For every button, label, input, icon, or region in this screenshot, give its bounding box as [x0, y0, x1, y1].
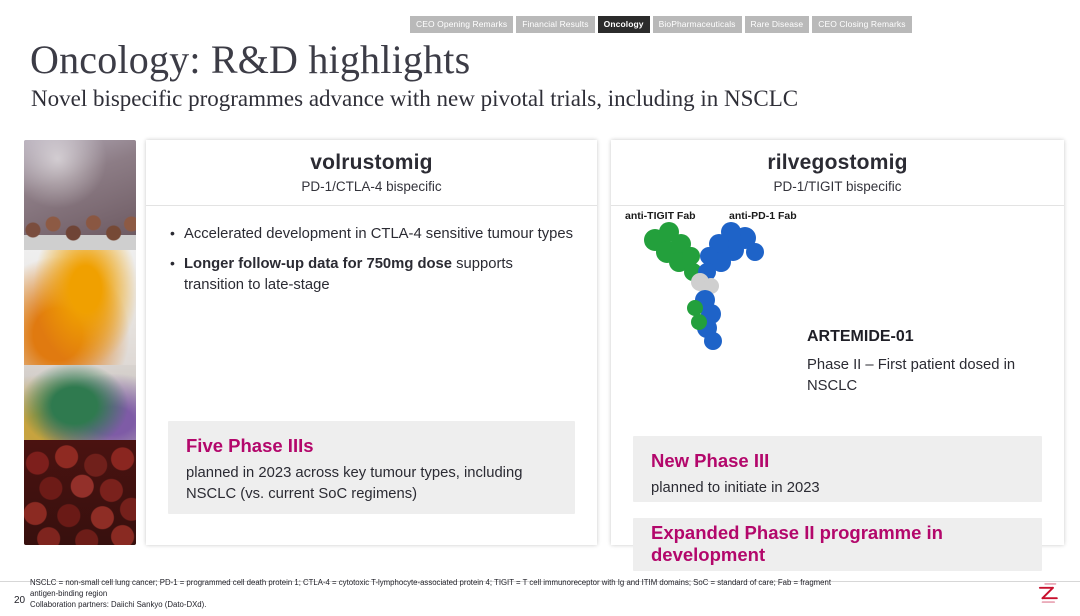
image-layer-middle	[24, 250, 136, 380]
nav-tab-biopharmaceuticals[interactable]: BioPharmaceuticals	[653, 16, 742, 33]
image-layer-bottom	[24, 440, 136, 545]
card-title-rilvegostomig: rilvegostomig	[767, 151, 908, 174]
panel-text: planned in 2023 across key tumour types, including NSCLC (vs. current SoC regimens)	[186, 465, 523, 502]
figure-label-anti-pd1: anti-PD-1 Fab	[729, 210, 797, 222]
card-header-right	[611, 140, 1064, 206]
section-nav-tabs	[410, 16, 912, 33]
panel-heading: New Phase III	[651, 450, 770, 471]
footnote-line: Collaboration partners: Daiichi Sankyo (Dato-DXd).	[30, 600, 207, 609]
company-logo-icon	[1036, 580, 1062, 606]
bullet-list-volrustomig	[168, 224, 575, 296]
study-info-artemide	[807, 328, 1042, 397]
panel-heading: Expanded Phase II programme in development	[651, 521, 943, 565]
card-body-left	[146, 206, 597, 546]
card-volrustomig	[146, 140, 597, 545]
nav-tab-ceo-closing-remarks[interactable]: CEO Closing Remarks	[812, 16, 911, 33]
highlight-panel-new-phase-iii	[633, 436, 1042, 502]
study-name: ARTEMIDE-01	[807, 328, 914, 345]
study-description: Phase II – First patient dosed in NSCLC	[807, 357, 1016, 394]
highlight-panel-five-phase-iiis	[168, 421, 575, 514]
nav-tab-oncology[interactable]: Oncology	[598, 16, 650, 33]
panel-heading: Five Phase IIIs	[186, 435, 314, 456]
page-subtitle: Novel bispecific programmes advance with new pivotal trials, including in NSCLC	[31, 86, 799, 111]
nav-tab-financial-results[interactable]: Financial Results	[516, 16, 594, 33]
card-rilvegostomig	[611, 140, 1064, 565]
list-item	[168, 254, 575, 296]
panel-text: planned to initiate in 2023	[651, 480, 820, 496]
antibody-molecule-icon	[621, 210, 821, 360]
bullet-text: Accelerated development in CTLA-4 sensitive tumour types	[184, 226, 574, 242]
bullet-text: supports transition to late-stage	[184, 256, 513, 293]
nav-tab-ceo-opening-remarks[interactable]: CEO Opening Remarks	[410, 16, 513, 33]
card-header-left	[146, 140, 597, 206]
page-title: Oncology: R&D highlights	[30, 37, 471, 82]
footnote-line: antigen-binding region	[30, 589, 108, 598]
page-number: 20	[14, 595, 26, 606]
card-subtitle-volrustomig: PD-1/CTLA-4 bispecific	[301, 179, 442, 194]
card-subtitle-rilvegostomig: PD-1/TIGIT bispecific	[773, 179, 902, 194]
bullet-text-bold: Longer follow-up data for 750mg dose	[184, 256, 453, 272]
footnote-line: NSCLC = non-small cell lung cancer; PD-1 = programmed cell death protein 1; CTLA-4 = cytotoxic T-lymphocyte-associated protein 4; TIGIT = T cell immunoreceptor with Ig and ITIM domains; SoC = standard of care; Fab = fragment	[30, 578, 831, 587]
decorative-science-image	[24, 140, 136, 545]
card-body-right	[611, 206, 1064, 565]
card-title-volrustomig: volrustomig	[310, 151, 433, 174]
highlight-panel-expanded-phase-ii	[633, 518, 1042, 571]
footnotes	[30, 577, 831, 610]
nav-tab-rare-disease[interactable]: Rare Disease	[745, 16, 810, 33]
figure-label-anti-tigit: anti-TIGIT Fab	[625, 210, 696, 222]
list-item	[168, 224, 575, 245]
antibody-structure-figure	[621, 210, 821, 370]
